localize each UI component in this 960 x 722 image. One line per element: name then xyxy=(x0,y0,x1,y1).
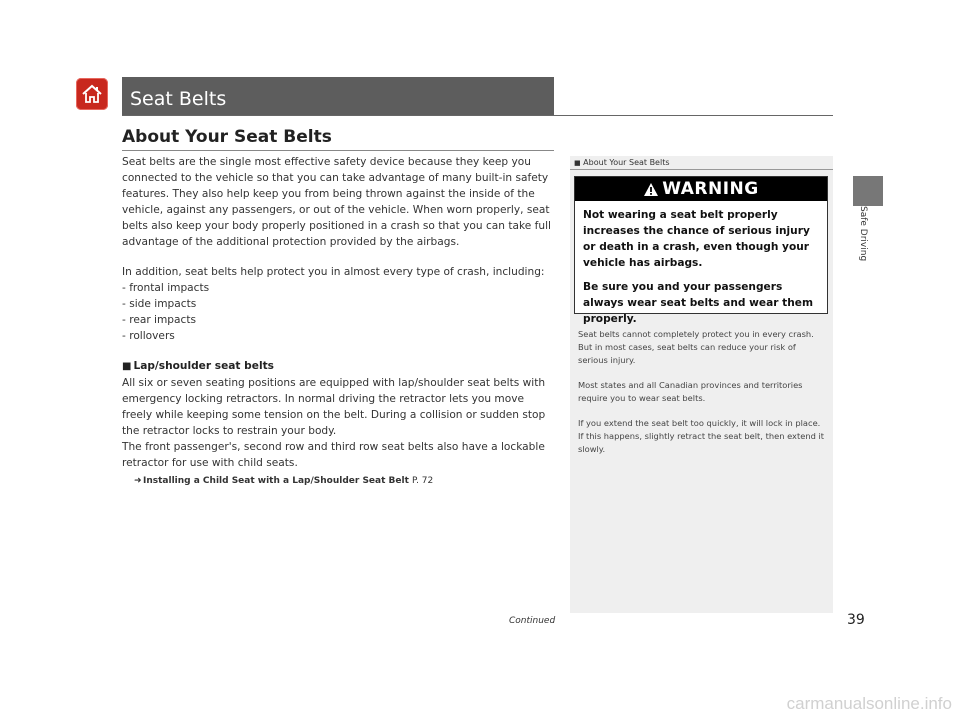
warning-text xyxy=(583,207,819,335)
home-icon xyxy=(81,83,103,105)
chapter-tab[interactable] xyxy=(853,176,883,206)
note-paragraph: Most states and all Canadian provinces and territories require you to wear seat belts. xyxy=(578,380,803,403)
home-button[interactable] xyxy=(76,78,108,110)
list-item: - rollovers xyxy=(122,330,175,342)
warning-banner xyxy=(575,177,827,201)
section-divider xyxy=(122,150,554,151)
sidebar-heading: ■ About Your Seat Belts xyxy=(570,156,833,170)
chapter-title-bar xyxy=(122,77,554,115)
lap-shoulder-paragraph: All six or seven seating positions are equipped with lap/shoulder seat belts with emergency locking retractors. In normal driving the retractor lets you move freely while keeping some tension on the belt. During a collision or sudden stop the retractor locks to restrain your body. xyxy=(122,377,546,437)
note-marker-icon: ■ xyxy=(574,159,581,167)
sidebar-notes-text xyxy=(578,328,826,468)
section-title: About Your Seat Belts xyxy=(122,127,332,147)
watermark: carmanualsonline.info xyxy=(786,694,952,713)
reference-page: P. 72 xyxy=(412,476,434,486)
continued-label: Continued xyxy=(509,616,556,626)
warning-box xyxy=(574,176,828,325)
list-item: - frontal impacts xyxy=(122,282,210,294)
crash-types-intro: In addition, seat belts help protect you in almost every type of crash, including: xyxy=(122,266,545,278)
reference-arrow-icon: ➜ xyxy=(134,476,142,486)
cross-reference-link[interactable]: ➜Installing a Child Seat with a Lap/Shoulder Seat Belt P. 72 xyxy=(122,473,554,489)
warning-paragraph: Be sure you and your passengers always wear seat belts and wear them properly. xyxy=(583,281,813,325)
list-item: - side impacts xyxy=(122,298,197,310)
sidebar-notes xyxy=(570,156,833,613)
note-paragraph: Seat belts cannot completely protect you in every crash. But in most cases, seat belts can reduce your risk of serious injury. xyxy=(578,329,814,365)
warning-paragraph: Not wearing a seat belt properly increases the chance of serious injury or death in a crash, even though your vehicle has airbags. xyxy=(583,209,810,269)
lockable-retractor-paragraph: The front passenger's, second row and third row seat belts also have a lockable retractor for use with child seats. xyxy=(122,441,545,469)
title-divider xyxy=(122,115,833,116)
intro-paragraph: Seat belts are the single most effective safety device because they keep you connected to the vehicle so that you can take advantage of many built-in safety features. They also help keep you from being thrown against the inside of the vehicle, against any passengers, or out of the vehicle. When worn properly, seat belts also keep your body properly positioned in a crash so that you can take full advantage of the additional protection provided by the airbags. xyxy=(122,156,551,248)
warning-triangle-icon xyxy=(643,182,659,197)
warning-label: WARNING xyxy=(662,179,759,199)
note-paragraph: If you extend the seat belt too quickly, it will lock in place. If this happens, slightly retract the seat belt, then extend it slowly. xyxy=(578,418,825,454)
square-bullet-icon: ■ xyxy=(122,361,132,372)
chapter-title: Seat Belts xyxy=(130,88,227,110)
main-body xyxy=(122,154,554,489)
chapter-tab-label: Safe Driving xyxy=(858,206,868,262)
list-item: - rear impacts xyxy=(122,314,197,326)
subheading: ■ Lap/shoulder seat belts xyxy=(122,360,274,372)
page-number: 39 xyxy=(847,612,865,628)
